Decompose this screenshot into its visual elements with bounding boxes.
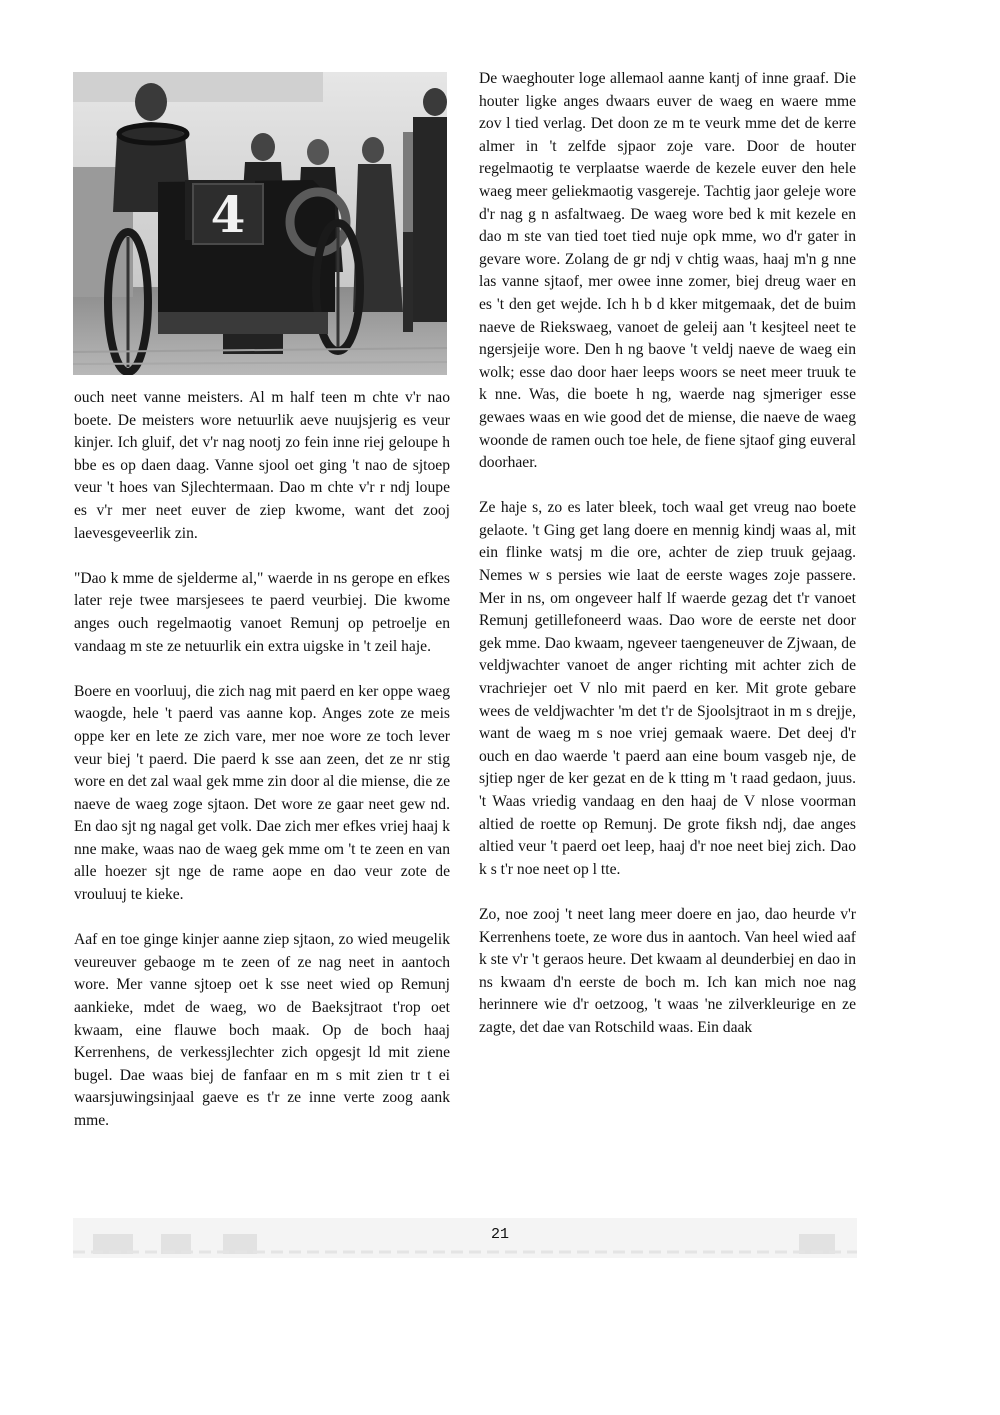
paragraph: "Dao k mme de sjelderme al," waerde in ns gerope en efkes later reje twee marsjesees te paerd veurbiej. Die kwome anges ouch regelmaotig vanoet Remunj op petroelje en vandaag m ste ze netuurlik ein extra uigske in 't zeil haje. (74, 569, 450, 655)
car-number-label: 4 (210, 185, 246, 244)
left-text-column (74, 387, 450, 1133)
paragraph: Zo, noe zooj 't neet lang meer doere en jao, dao heurde v'r Kerrenhens toete, ze wore dus in aantoch. Van heel wied aaf k ste v'r 't geraos heure. Det kwaam al deunderbiej en dao in ns kwaam d'n eerste de boch m. Ich kan mich noe nag herinnere wie d'r oetzoog, 't waas 'ne zilverkleurige en ze zagte, det dae van Rotschild waas. Ein daak (479, 905, 856, 1036)
paragraph: ouch neet vanne meisters. Al m half teen m chte v'r nao boete. De meisters wore netuurlik aeve nuujsjerig es veur kinjer. Ich gluif, det v'r nag nootj zo fein inne riej geloupe h bbe es op daen daag. Vanne sjool oet ging 't nao de sjtoep veur 't hoes van Sjlechtermaan. Dao m chte v'r r ndj loupe es v'r mer neet euver de ziep kwome, want det zooj laevesgeveerlik zin. (74, 389, 450, 542)
paragraph: Boere en voorluuj, die zich nag mit paerd en ker oppe waeg waogde, hele 't paerd vas aanne kop. Anges zote ze meis oppe ker en lete ze zich vare, mer noe wore ze toch lever veur biej 't paerd. Die paerd k sse aan zeen, det ze nr stig wore en det zal waal gek mme zin door al die miense, die ze naeve de waeg zoge sjtaon. Det wore ze gaar neet gew nd. En dao sjt ng nagal get volk. Dae zich mer efkes vriej haaj k nne make, waas nao de waeg gek mme om 't te zeen en van alle hoezer sjt nge de rame aope en dao veur zote de vrouluuj te kieke. (74, 682, 450, 904)
paragraph: Aaf en toe ginge kinjer aanne ziep sjtaon, zo wied meugelik veureuver gebaoge m te zeen of ze nag neet in aantoch wore. Mer vanne sjtoep oet k sse neet wied op Remunj aankieke, mdet de waeg, wo de Baeksjtraot t'rop oet kwaam, eine flauwe boch maak. Op de boch haaj Kerrenhens, de verkessjlechter zich opgesjt ld mit ziene bugel. Dae waas biej de fanfaar en m s mit zien tr t ei waarsjuwingsinjaal gaeve es t'r ze inne verte zoog aank mme. (74, 931, 450, 1129)
paragraph: Ze haje s, zo es later bleek, toch waal get vreug nao boete gelaote. 't Ging get lang doere en mennig kindj waas al, mit ein flinke watsj m die ore, achter de ziep truuk gejaag. Nemes w s persies wie laat de eerste wages zoje passere. Mer in ns, om ongeveer half lf waerde gezag det t'r vanoet Remunj getillefoneerd waas. Dao wore de eerste net door gek mme. Dao kwaam, ngeveer taengeneuver de Zjwaan, de veldjwachter vanoet de anger richting mit achter zich de vrachriejer oet V nlo mit paerd en ker. Mit grote gebare wees de veldjwachter 'm det t'r de Sjoolsjtraot in m s drejje, want de waeg m s noe vriej gemaak waere. Det deej d'r ouch en dao waerde 't paerd aan eine boum vasgeb nje, de sjtiep nger de ker gezat en de k tting m 't raad gedaon, juus. 't Waas vriedig vandaag en den haaj de V nlose voorman altied de roette op Remunj. De grote fiksh ndj, dae anges altied veur 't paerd oet leep, haaj d'r noe neet biej zich. Dao k s t'r noe neet op l tte. (479, 499, 856, 878)
vintage-race-car-photo (73, 72, 447, 375)
page-number: 21 (490, 1226, 509, 1243)
right-text-column (479, 68, 856, 1040)
paragraph: De waeghouter loge allemaol aanne kantj of inne graaf. Die houter ligke anges dwaars euver de waeg en waere mme zov l tied verlag. Det doon ze m te veurk mme det de kerre almer in 't zelfde sjpaor zoje vare. Door de houter regelmaotig te verplaatse waerde de kezele euver den hele waeg meer geliekmaotig vasgereje. Tachtig jaor geleje wore d'r nag g n asfaltwaeg. De waeg wore bed k mit kezele en dao m ste van tied toet tied nuje opk mme, wo d'r gater in gevare wore. Zolang de gr ndj v chtig waas, haaj m'n g nne las vanne sjtaof, mer owee inne zomer, biej dreug waer en es 't den get wejde. Ich h b d kker mitgemaak, det de buim naeve de Riekswaeg, vanoet de geleij aan 't kesjteel neet te ngersjeije wore. Den h ng baove 't veldj naeve de waeg ein wolk; esse dao door haer leeps woors se neet meer truuk te k nne. Was, die boete h ng, waerde nag sjmeriger esse gewaes waas en wie good det de miense, die naeve de waeg woonde de ramen ouch toe hele, de fiene sjtaof ging euveral doorhaer. (479, 70, 856, 472)
